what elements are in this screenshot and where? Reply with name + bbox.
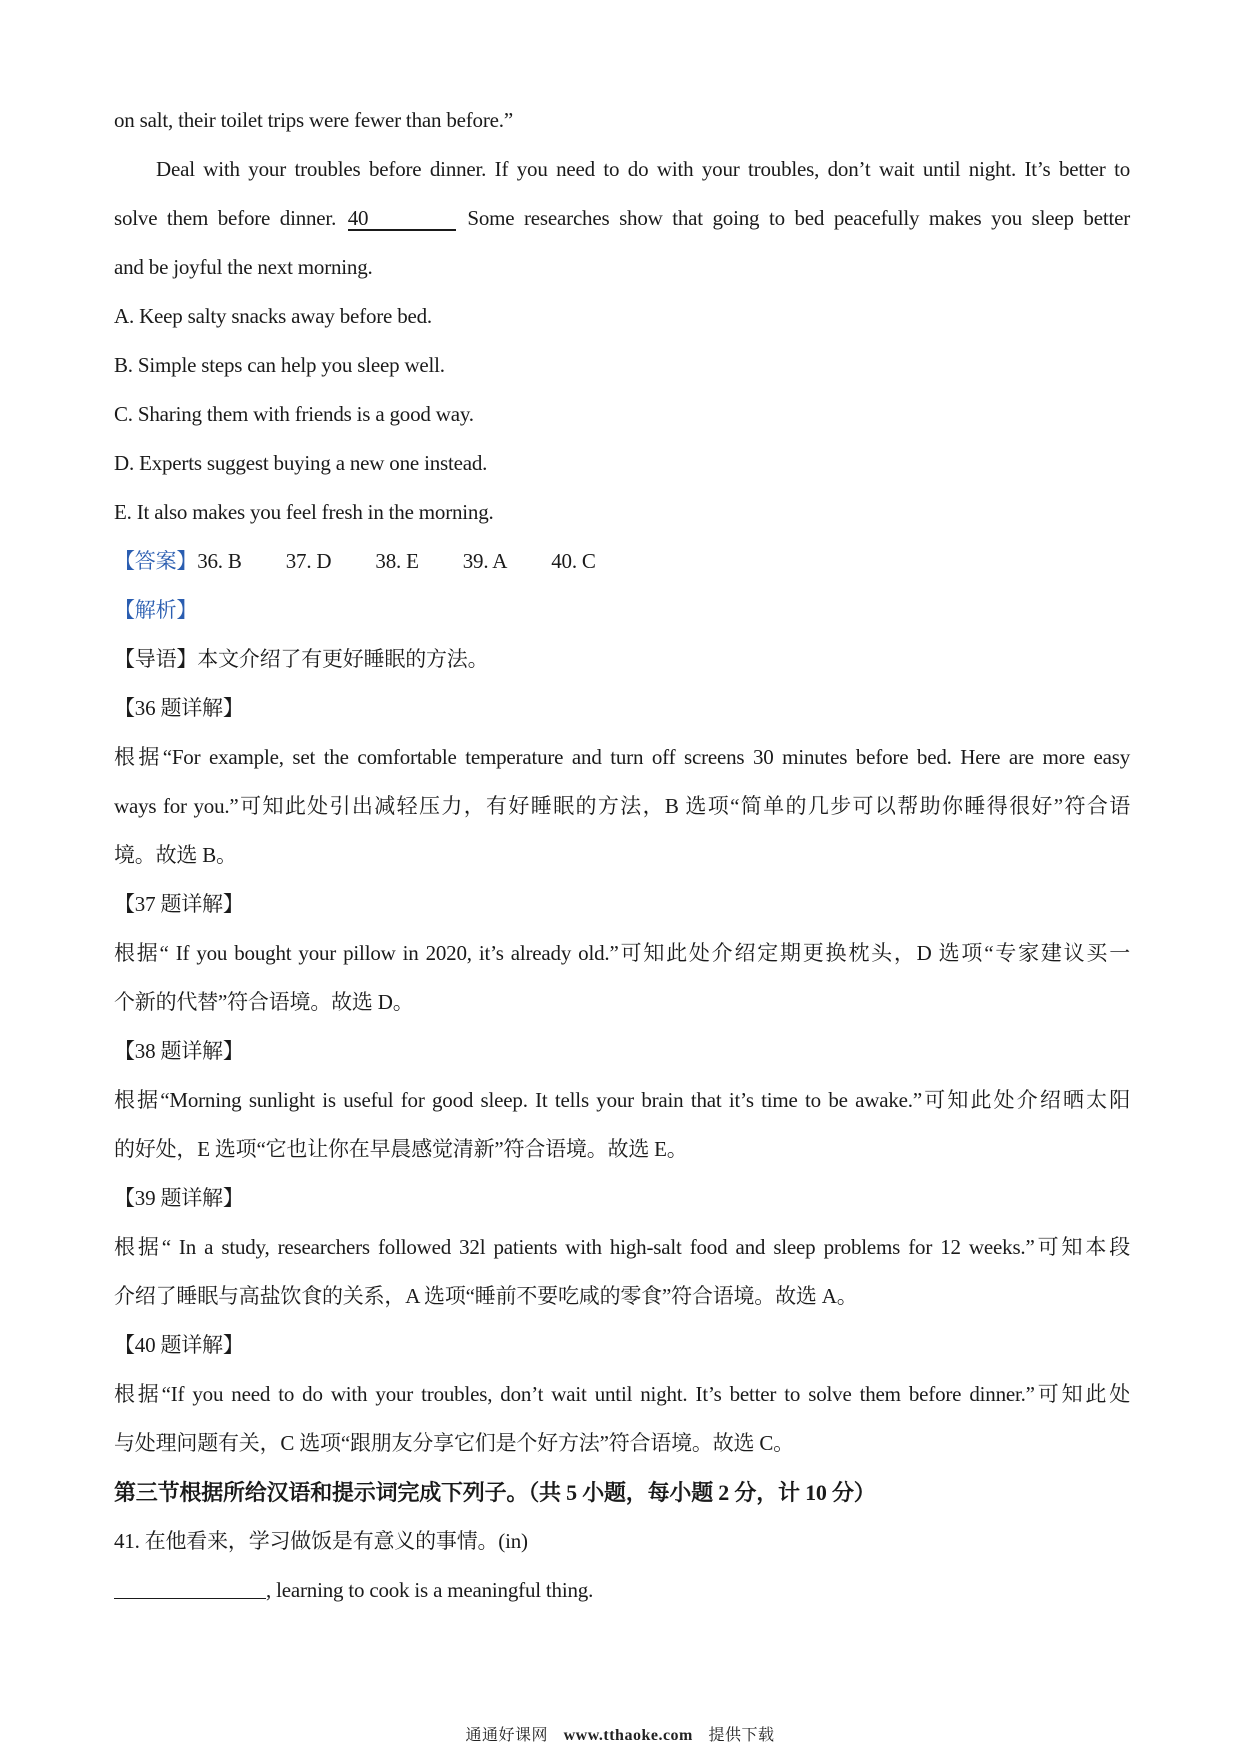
footer-suffix: 提供下载 bbox=[708, 1725, 775, 1744]
detail-38 bbox=[114, 1027, 1130, 1174]
blank-40: 40 bbox=[348, 207, 456, 231]
option-b: B. Simple steps can help you sleep well. bbox=[114, 353, 445, 377]
detail-heading: 【39 题详解】 bbox=[114, 1186, 244, 1210]
footer-url[interactable]: www.tthaoke.com bbox=[563, 1727, 693, 1744]
detail-40 bbox=[114, 1321, 1130, 1468]
passage-para-line-2-before: solve them before dinner. bbox=[114, 206, 337, 230]
detail-heading: 【40 题详解】 bbox=[114, 1333, 244, 1357]
detail-line: 根据“For example, set the comfortable temperature and turn off screens 30 minutes before bed. Here are more easy bbox=[114, 745, 1130, 769]
detail-line: 个新的代替”符合语境。故选 D。 bbox=[114, 990, 414, 1014]
detail-37 bbox=[114, 880, 1130, 1027]
detail-heading: 【37 题详解】 bbox=[114, 892, 244, 916]
option-c: C. Sharing them with friends is a good way. bbox=[114, 402, 474, 426]
detail-line: 根据“If you need to do with your troubles, don’t wait until night. It’s better to solve them before dinner.”可知此处 bbox=[114, 1382, 1130, 1406]
section-3-title: 第三节根据所给汉语和提示词完成下列子。（共 5 小题，每小题 2 分，计 10 分） bbox=[114, 1480, 876, 1505]
option-e: E. It also makes you feel fresh in the morning. bbox=[114, 500, 494, 524]
detail-line: 介绍了睡眠与高盐饮食的关系，A 选项“睡前不要吃咸的零食”符合语境。故选 A。 bbox=[114, 1284, 858, 1308]
passage-para-line-1: Deal with your troubles before dinner. If you need to do with your troubles, don’t wait until night. It’s better to bbox=[156, 157, 1130, 181]
detail-line: 根据“ If you bought your pillow in 2020, it’s already old.”可知此处介绍定期更换枕头，D 选项“专家建议买一 bbox=[114, 941, 1130, 965]
passage-line-continued: on salt, their toilet trips were fewer than before.” bbox=[114, 108, 513, 132]
passage-para-line-2-after: Some researches show that going to bed peacefully makes you sleep better bbox=[467, 206, 1131, 230]
detail-line: 与处理问题有关，C 选项“跟朋友分享它们是个好方法”符合语境。故选 C。 bbox=[114, 1431, 794, 1455]
option-a: A. Keep salty snacks away before bed. bbox=[114, 304, 432, 328]
passage-para-line-2 bbox=[114, 194, 1130, 243]
detail-line: 境。故选 B。 bbox=[114, 843, 237, 867]
answer-label: 【答案】 bbox=[114, 549, 198, 573]
answer-item: 36. B bbox=[197, 549, 242, 573]
answer-blank-41 bbox=[114, 1578, 266, 1599]
answer-item: 37. D bbox=[285, 549, 332, 573]
detail-36 bbox=[114, 684, 1130, 880]
question-41-sentence bbox=[114, 1566, 1130, 1615]
options-list bbox=[114, 292, 1130, 537]
detail-line: 根据“ In a study, researchers followed 32l patients with high-salt food and sleep problems for 12 weeks.”可知本段 bbox=[114, 1235, 1130, 1259]
question-41-sentence-text: , learning to cook is a meaningful thing. bbox=[266, 1578, 594, 1602]
page-footer bbox=[0, 1722, 1240, 1745]
intro-text: 【导语】本文介绍了有更好睡眠的方法。 bbox=[114, 647, 489, 671]
detail-line: 根据“Morning sunlight is useful for good sleep. It tells your brain that it’s time to be awake.”可知此处介绍晒太阳 bbox=[114, 1088, 1130, 1112]
answer-item: 38. E bbox=[375, 549, 419, 573]
document-body bbox=[114, 96, 1130, 1615]
passage-para-line-3: and be joyful the next morning. bbox=[114, 255, 373, 279]
detail-39 bbox=[114, 1174, 1130, 1321]
analysis-label: 【解析】 bbox=[114, 598, 198, 622]
answer-item: 39. A bbox=[462, 549, 508, 573]
detail-heading: 【38 题详解】 bbox=[114, 1039, 244, 1063]
option-d: D. Experts suggest buying a new one instead. bbox=[114, 451, 488, 475]
answer-row bbox=[114, 537, 1130, 586]
question-41-prompt: 41. 在他看来，学习做饭是有意义的事情。(in) bbox=[114, 1529, 528, 1553]
detail-line: ways for you.”可知此处引出减轻压力，有好睡眠的方法，B 选项“简单的几步可以帮助你睡得很好”符合语 bbox=[114, 794, 1130, 818]
footer-site-name: 通通好课网 bbox=[465, 1725, 549, 1744]
answer-item: 40. C bbox=[551, 549, 596, 573]
detail-line: 的好处，E 选项“它也让你在早晨感觉清新”符合语境。故选 E。 bbox=[114, 1137, 688, 1161]
detail-heading: 【36 题详解】 bbox=[114, 696, 244, 720]
